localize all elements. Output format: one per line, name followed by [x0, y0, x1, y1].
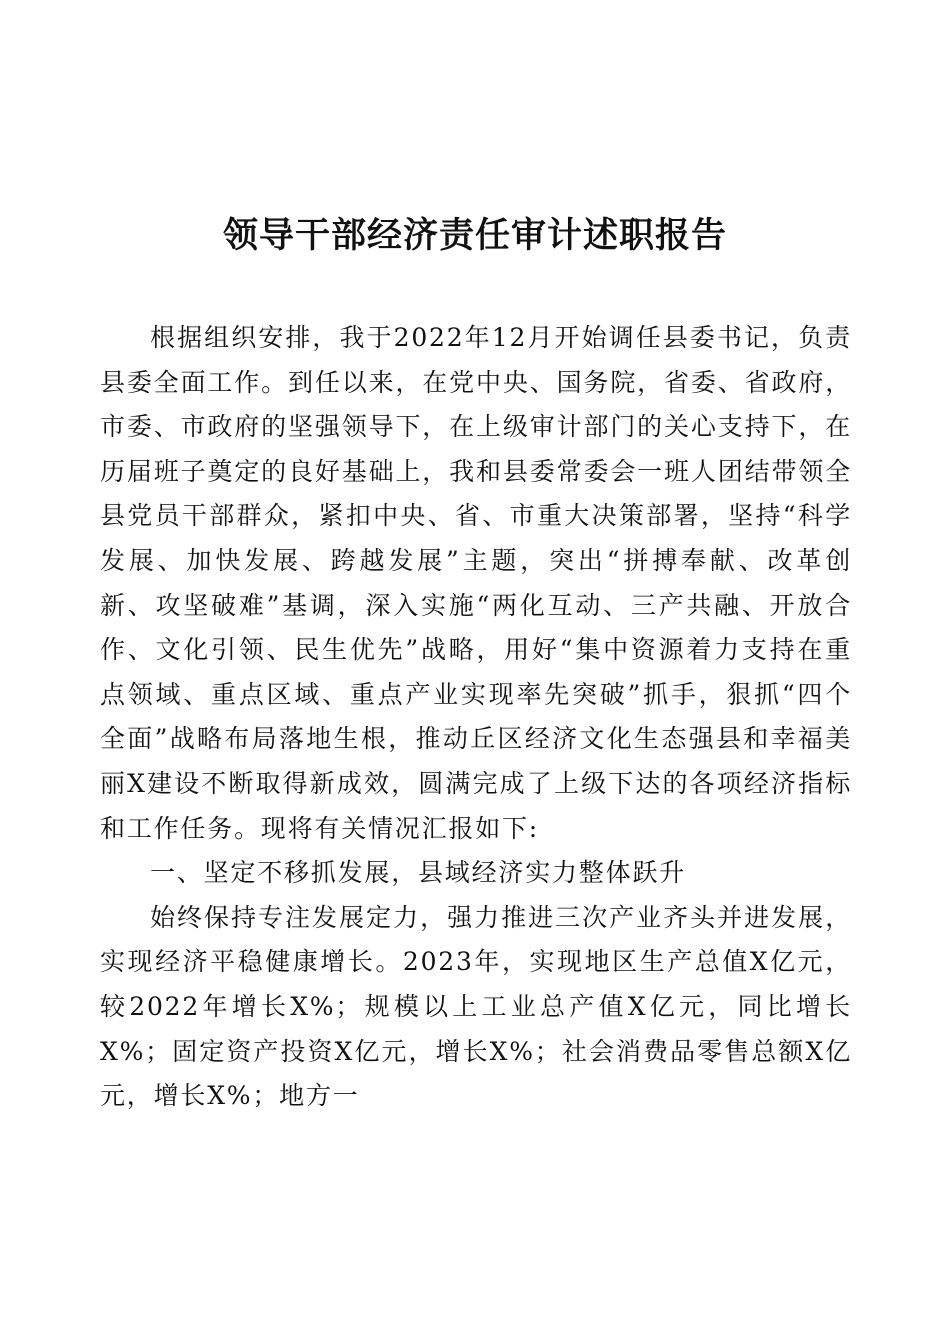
section-heading-1: 一、坚定不移抓发展，县域经济实力整体跃升: [150, 858, 687, 888]
document-title: 领导干部经济责任审计述职报告: [222, 215, 727, 256]
section-1-paragraph: 始终保持专注发展定力，强力推进三次产业齐头并进发展，实现经济平稳健康增长。2023年，实现地区生产总值X亿元，较2022年增长X%；规模以上工业总产值X亿元，同比增长X%；固定资产投资X亿元，增长X%；社会消费品零售总额X亿元，增长X%；地方一: [100, 902, 852, 1111]
document-body: [100, 316, 852, 1119]
intro-paragraph: 根据组织安排，我于2022年12月开始调任县委书记，负责县委全面工作。到任以来，在党中央、国务院，省委、省政府，市委、市政府的坚强领导下，在上级审计部门的关心支持下，在历届班子奠定的良好基础上，我和县委常委会一班人团结带领全县党员干部群众，紧扣中央、省、市重大决策部署，坚持“科学发展、加快发展、跨越发展”主题，突出“拼搏奉献、改革创新、攻坚破难”基调，深入实施“两化互动、三产共融、开放合作、文化引领、民生优先”战略，用好“集中资源着力支持在重点领域、重点区域、重点产业实现率先突破”抓手，狠抓“四个全面”战略布局落地生根，推动丘区经济文化生态强县和幸福美丽X建设不断取得新成效，圆满完成了上级下达的各项经济指标和工作任务。现将有关情况汇报如下:: [100, 323, 852, 843]
